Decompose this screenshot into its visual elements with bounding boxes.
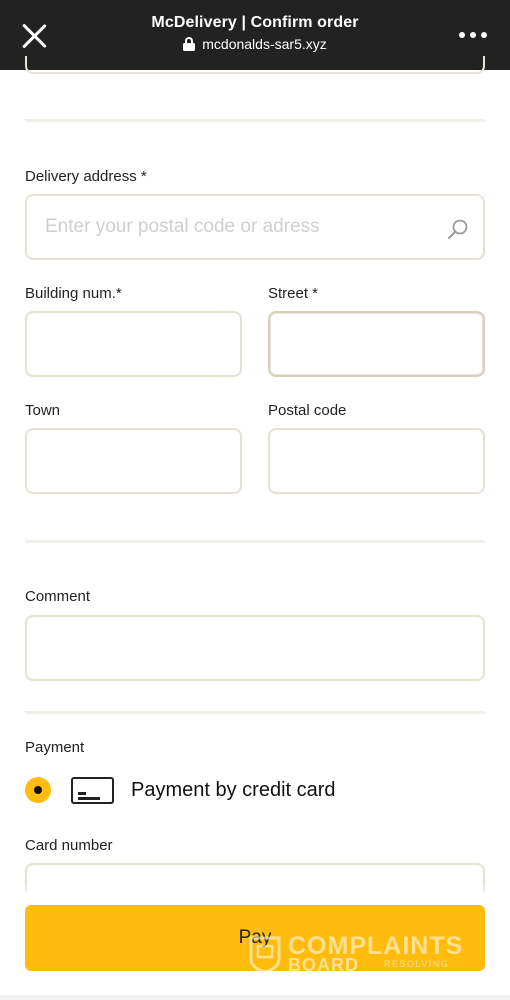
bottom-edge — [0, 995, 510, 1000]
credit-card-icon — [71, 777, 114, 804]
postal-code-input[interactable] — [270, 430, 483, 492]
previous-field-edge — [25, 56, 485, 74]
more-icon[interactable] — [459, 32, 487, 38]
watermark-line2: BOARD — [288, 955, 359, 975]
postal-code-field — [268, 428, 485, 494]
lock-icon — [183, 37, 195, 51]
pay-button[interactable] — [25, 905, 485, 971]
watermark-line1: COMPLAINTS — [288, 932, 464, 960]
credit-card-radio[interactable] — [25, 777, 51, 803]
payment-label: Payment — [25, 739, 85, 756]
building-num-input[interactable] — [27, 313, 240, 375]
page-title: McDelivery | Confirm order — [151, 14, 359, 31]
header-title-block — [100, 14, 410, 52]
card-number-label: Card number — [25, 837, 113, 854]
delivery-address-label: Delivery address * — [25, 168, 147, 185]
search-icon[interactable] — [447, 218, 469, 240]
building-num-label: Building num.* — [25, 285, 122, 302]
comment-field — [25, 615, 485, 681]
watermark-sub: RESOLVING — [384, 959, 450, 969]
street-input[interactable] — [270, 313, 483, 375]
street-field — [268, 311, 485, 377]
postal-code-label: Postal code — [268, 402, 347, 419]
street-label: Street * — [268, 285, 319, 302]
town-field — [25, 428, 242, 494]
comment-label: Comment — [25, 588, 91, 605]
payment-option-label[interactable]: Payment by credit card — [131, 779, 336, 801]
pay-button-label: Pay — [238, 927, 272, 948]
scroll-fade — [0, 882, 510, 907]
comment-input[interactable] — [27, 617, 483, 679]
town-label: Town — [25, 402, 61, 419]
section-divider — [25, 540, 485, 543]
building-num-field — [25, 311, 242, 377]
delivery-address-input[interactable] — [27, 196, 483, 258]
section-divider — [25, 119, 485, 122]
town-input[interactable] — [27, 430, 240, 492]
delivery-address-field — [25, 194, 485, 260]
section-divider — [25, 711, 485, 714]
url-line — [100, 36, 410, 52]
close-icon[interactable] — [20, 22, 48, 50]
url-text: mcdonalds-sar5.xyz — [202, 36, 327, 52]
